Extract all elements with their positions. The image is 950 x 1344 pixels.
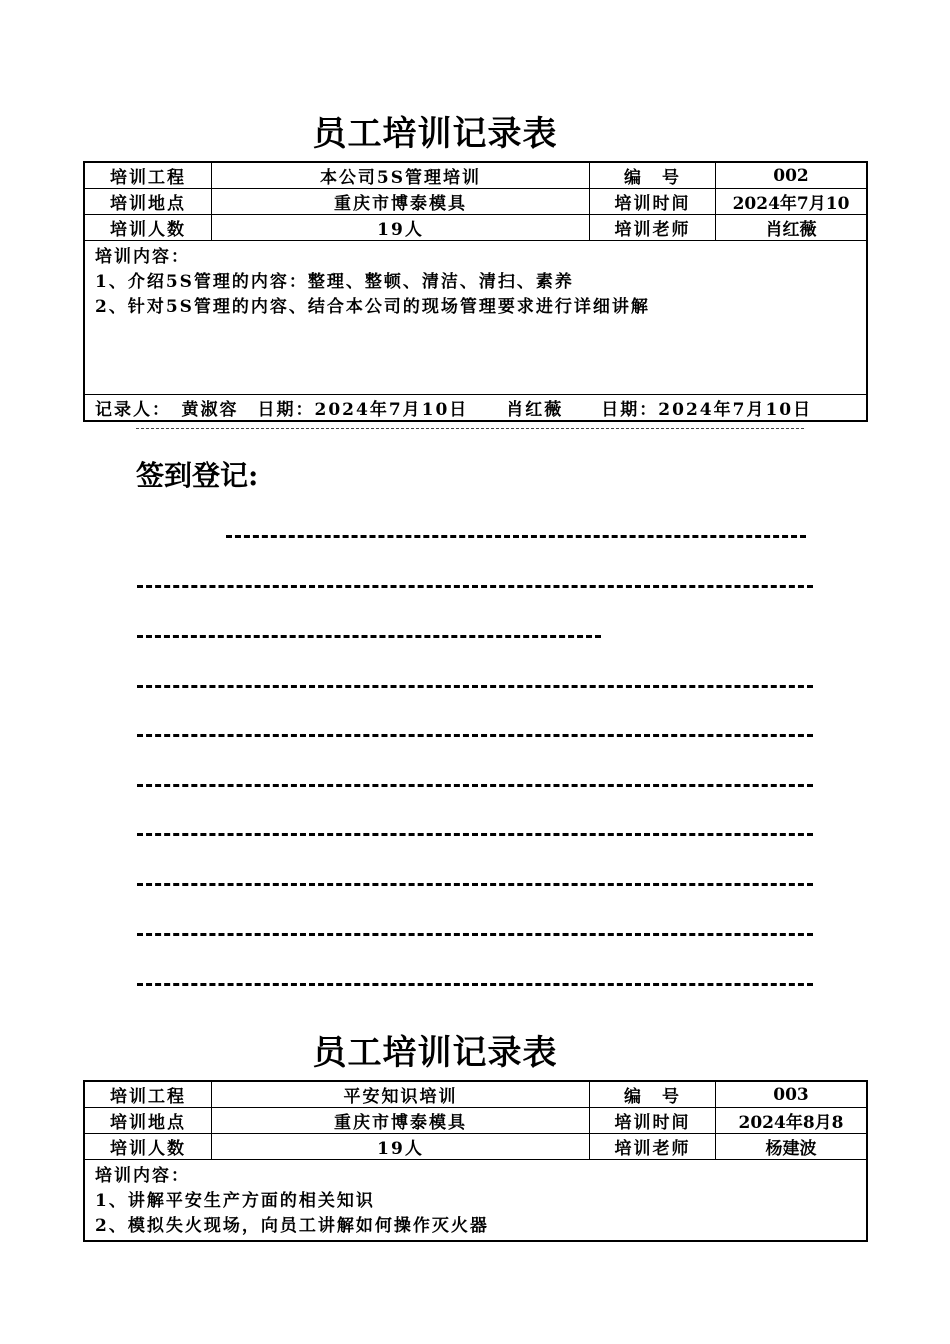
table-cell: 肖红薇	[765, 220, 817, 240]
content-line: 1、介绍5S管理的内容：整理、整顿、清洁、清扫、素养	[95, 272, 574, 292]
table-cell: 培训工程	[85, 1082, 212, 1107]
signin-line	[137, 734, 813, 737]
table-cell: 编 号	[590, 163, 716, 188]
signin-line	[137, 933, 813, 936]
table-row	[85, 163, 866, 189]
table-cell: 编 号	[590, 1082, 716, 1107]
table-row	[85, 1134, 866, 1160]
training-content	[85, 1160, 866, 1240]
table-row	[85, 189, 866, 215]
record1-title: 员工培训记录表	[312, 114, 558, 154]
signin-line	[226, 535, 806, 538]
signin-line	[137, 784, 813, 787]
signin-line	[137, 685, 813, 688]
table-cell: 平安知识培训	[212, 1082, 590, 1107]
table-cell: 杨建波	[765, 1139, 817, 1159]
content-heading: 培训内容：	[95, 247, 190, 267]
signin-line	[137, 585, 813, 588]
table-cell: 培训地点	[85, 189, 212, 214]
table-cell: 002	[773, 165, 809, 186]
content-line: 1、讲解平安生产方面的相关知识	[95, 1191, 375, 1211]
table-cell: 培训老师	[590, 1134, 716, 1159]
table-cell: 2024年8月8	[738, 1113, 844, 1133]
signin-line	[137, 635, 601, 638]
table-cell: 003	[773, 1084, 809, 1105]
separator-line	[136, 428, 804, 429]
signin-line	[137, 883, 813, 886]
table-row	[85, 215, 866, 241]
table-cell: 19人	[212, 1134, 590, 1159]
content-heading: 培训内容：	[95, 1166, 190, 1186]
table-cell: 培训地点	[85, 1108, 212, 1133]
table-cell: 培训人数	[85, 1134, 212, 1159]
table-cell: 培训工程	[85, 163, 212, 188]
table-cell: 重庆市博泰模具	[212, 189, 590, 214]
table-row	[85, 1108, 866, 1134]
signin-line	[137, 983, 813, 986]
table-cell: 2024年7月10	[732, 194, 850, 214]
table-cell: 本公司5S管理培训	[212, 163, 590, 188]
signin-label: 签到登记:	[136, 459, 259, 492]
content-line: 2、模拟失火现场，向员工讲解如何操作灭火器	[95, 1216, 489, 1236]
table-cell: 培训时间	[590, 189, 716, 214]
table-cell: 重庆市博泰模具	[212, 1108, 590, 1133]
signin-line	[137, 833, 813, 836]
record2-table	[83, 1080, 868, 1242]
record1-table	[83, 161, 868, 422]
record-footer: 记录人： 黄淑容 日期：2024年7月10日 肖红薇 日期：2024年7月10日	[85, 394, 866, 420]
table-cell: 培训时间	[590, 1108, 716, 1133]
training-content	[85, 241, 866, 394]
table-row	[85, 1082, 866, 1108]
table-cell: 培训人数	[85, 215, 212, 240]
content-line: 2、针对5S管理的内容、结合本公司的现场管理要求进行详细讲解	[95, 297, 650, 317]
record2-title: 员工培训记录表	[312, 1033, 558, 1073]
table-cell: 19人	[212, 215, 590, 240]
table-cell: 培训老师	[590, 215, 716, 240]
